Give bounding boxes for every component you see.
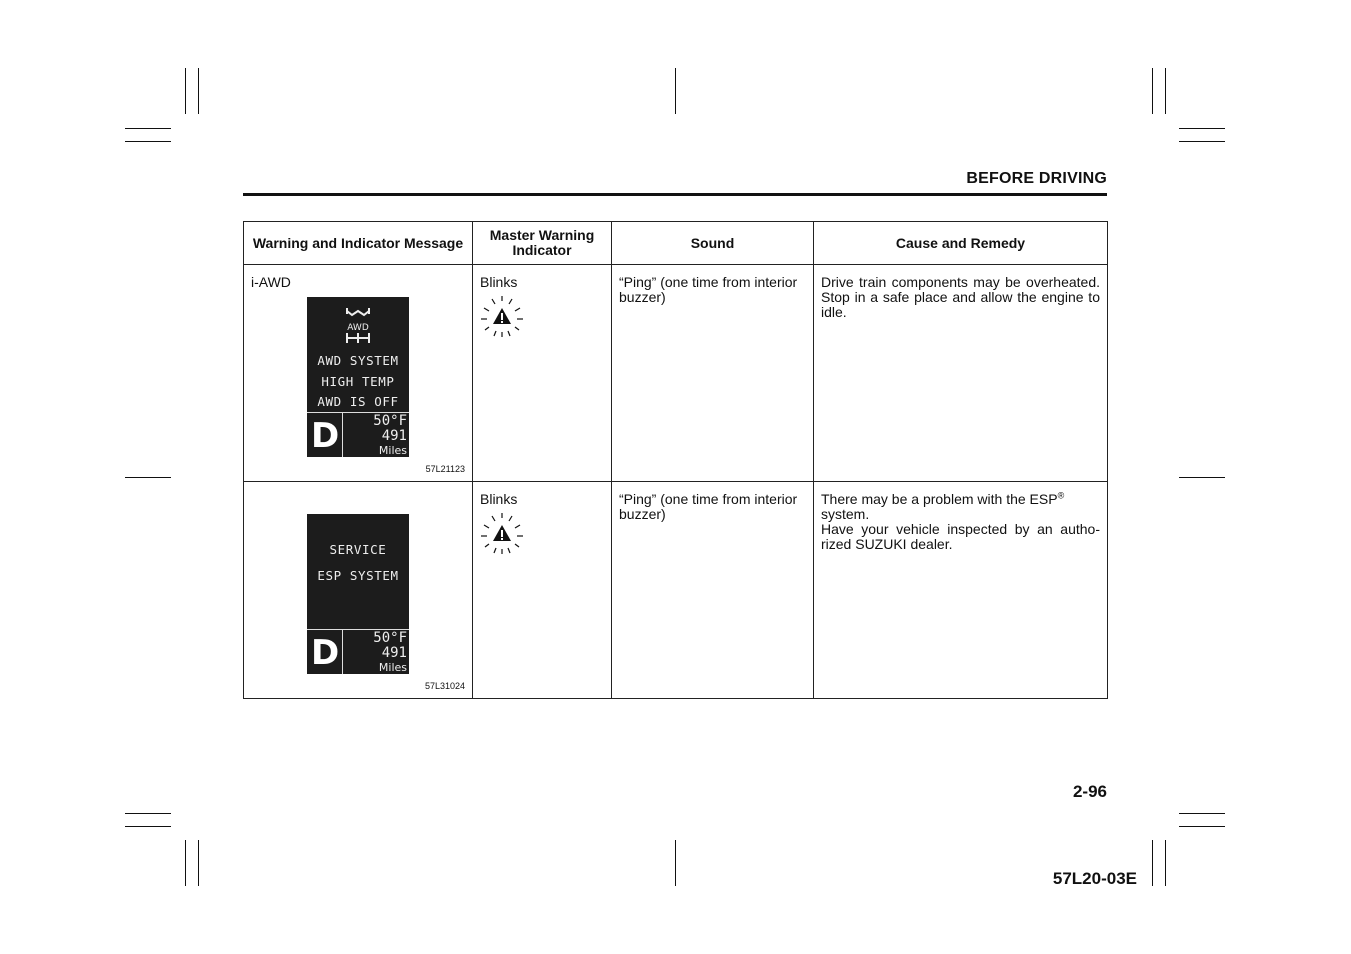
table-row [244, 482, 1108, 699]
display-illustration [307, 297, 409, 457]
table-row [244, 265, 1108, 482]
gear-indicator: D [311, 416, 340, 456]
indicator-cell [473, 482, 612, 699]
column-header-message: Warning and Indicator Message [244, 222, 473, 265]
temperature-readout: 50°F [373, 630, 407, 646]
table-header-row [244, 222, 1108, 265]
warning-table [243, 221, 1108, 699]
page-number: 2-96 [1072, 782, 1107, 801]
display-line: AWD IS OFF [317, 394, 399, 409]
sound-text: “Ping” (one time from interior buzzer) [619, 491, 798, 522]
figure-code: 57L31024 [424, 681, 465, 691]
display-line: ESP SYSTEM [317, 568, 399, 583]
master-warning-icon [480, 294, 524, 338]
odometer-readout: 491 [381, 645, 407, 661]
sound-cell [612, 482, 814, 699]
sound-cell [612, 265, 814, 482]
odometer-readout: 491 [381, 428, 407, 444]
column-header-indicator: Master Warning Indicator [473, 222, 612, 265]
display-line: AWD SYSTEM [317, 353, 399, 368]
awd-icon-text: AWD [347, 323, 369, 333]
odometer-unit: Miles [378, 661, 407, 674]
remedy-text-part: Have your vehicle inspected by an autho-rized SUZUKI dealer. [821, 521, 1100, 552]
display-line: SERVICE [329, 542, 387, 557]
display-illustration [307, 514, 409, 674]
message-cell [244, 482, 473, 699]
column-header-sound: Sound [612, 222, 814, 265]
sound-text: “Ping” (one time from interior buzzer) [619, 274, 798, 305]
registered-mark: ® [1057, 490, 1065, 501]
display-line: HIGH TEMP [321, 374, 395, 389]
indicator-text: Blinks [480, 274, 518, 290]
awd-icon [343, 305, 373, 345]
column-header-remedy: Cause and Remedy [814, 222, 1108, 265]
temperature-readout: 50°F [373, 413, 407, 429]
title-rule [243, 193, 1107, 196]
remedy-cell [814, 482, 1108, 699]
master-warning-icon [480, 511, 524, 555]
section-title: BEFORE DRIVING [966, 170, 1107, 187]
message-cell [244, 265, 473, 482]
document-code: 57L20-03E [1052, 869, 1137, 888]
indicator-cell [473, 265, 612, 482]
remedy-cell [814, 265, 1108, 482]
remedy-text-part: There may be a problem with the ESP [821, 491, 1058, 507]
remedy-text [821, 492, 1100, 507]
figure-code: 57L21123 [425, 464, 465, 474]
indicator-text: Blinks [480, 491, 518, 507]
message-label: i-AWD [251, 274, 291, 290]
odometer-unit: Miles [378, 444, 407, 457]
gear-indicator: D [311, 633, 340, 673]
remedy-text-part: system. [821, 506, 870, 522]
remedy-text: Drive train components may be overheated. Stop in a safe place and allow the engine to idle. [821, 274, 1100, 320]
